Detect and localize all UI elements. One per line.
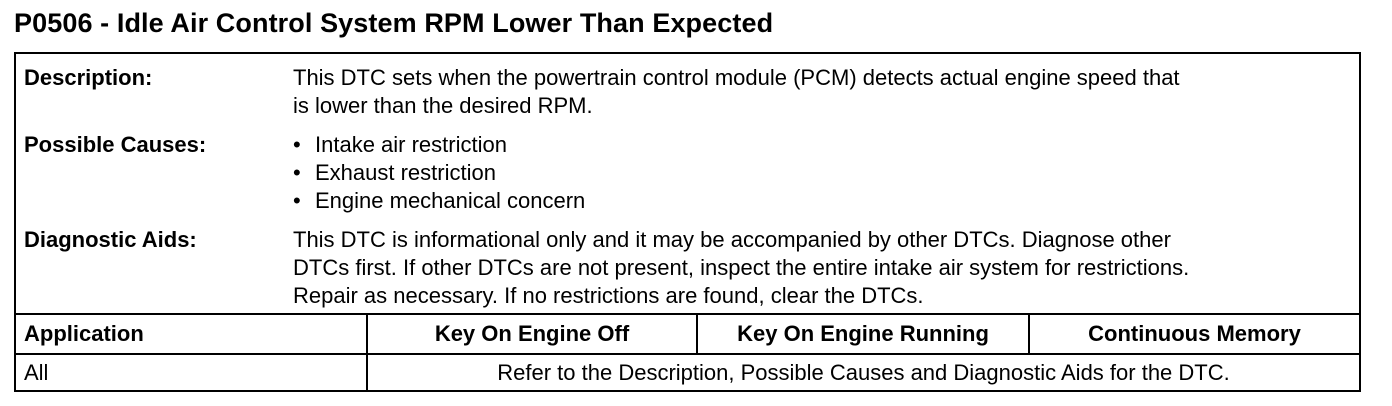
description-line: This DTC sets when the powertrain control module (PCM) detects actual engine speed that (293, 65, 1180, 90)
possible-causes-label: Possible Causes: (24, 132, 207, 157)
diagnostic-aids-label: Diagnostic Aids: (24, 227, 197, 252)
page-title: P0506 - Idle Air Control System RPM Lower Than Expected (14, 8, 774, 38)
cause-text: Exhaust restriction (315, 160, 496, 185)
table-row (16, 355, 1359, 390)
application-table (16, 313, 1359, 390)
diagnostic-aids-line: DTCs first. If other DTCs are not present, inspect the entire intake air system for restrictions. (293, 255, 1190, 280)
refer-note-cell: Refer to the Description, Possible Causes and Diagnostic Aids for the DTC. (497, 359, 1230, 385)
diagnostic-aids-line: This DTC is informational only and it may be accompanied by other DTCs. Diagnose other (293, 227, 1171, 252)
possible-causes-list (293, 131, 585, 215)
list-item (293, 187, 585, 215)
cause-text: Intake air restriction (315, 132, 507, 157)
description-line: is lower than the desired RPM. (293, 93, 593, 118)
description-label: Description: (24, 65, 153, 90)
cause-text: Engine mechanical concern (315, 188, 586, 213)
column-header-koeo: Key On Engine Off (368, 315, 698, 353)
possible-causes-row (16, 131, 1359, 217)
dtc-info-box (14, 52, 1361, 392)
column-header-koer: Key On Engine Running (698, 315, 1030, 353)
list-item (293, 131, 585, 159)
dtc-info-section (16, 54, 1359, 313)
diagnostic-aids-row (16, 226, 1359, 312)
diagnostic-aids-line: Repair as necessary. If no restrictions are found, clear the DTCs. (293, 283, 924, 308)
column-header-continuous-memory: Continuous Memory (1088, 321, 1301, 346)
bullet-icon: • (293, 188, 301, 213)
list-item (293, 159, 585, 187)
description-row (16, 64, 1359, 124)
column-header-application: Application (16, 315, 368, 353)
bullet-icon: • (293, 132, 301, 157)
application-cell: All (16, 355, 368, 390)
diagnostic-aids-text (293, 226, 1353, 310)
description-text (293, 64, 1353, 120)
bullet-icon: • (293, 160, 301, 185)
table-header-row (16, 315, 1359, 355)
